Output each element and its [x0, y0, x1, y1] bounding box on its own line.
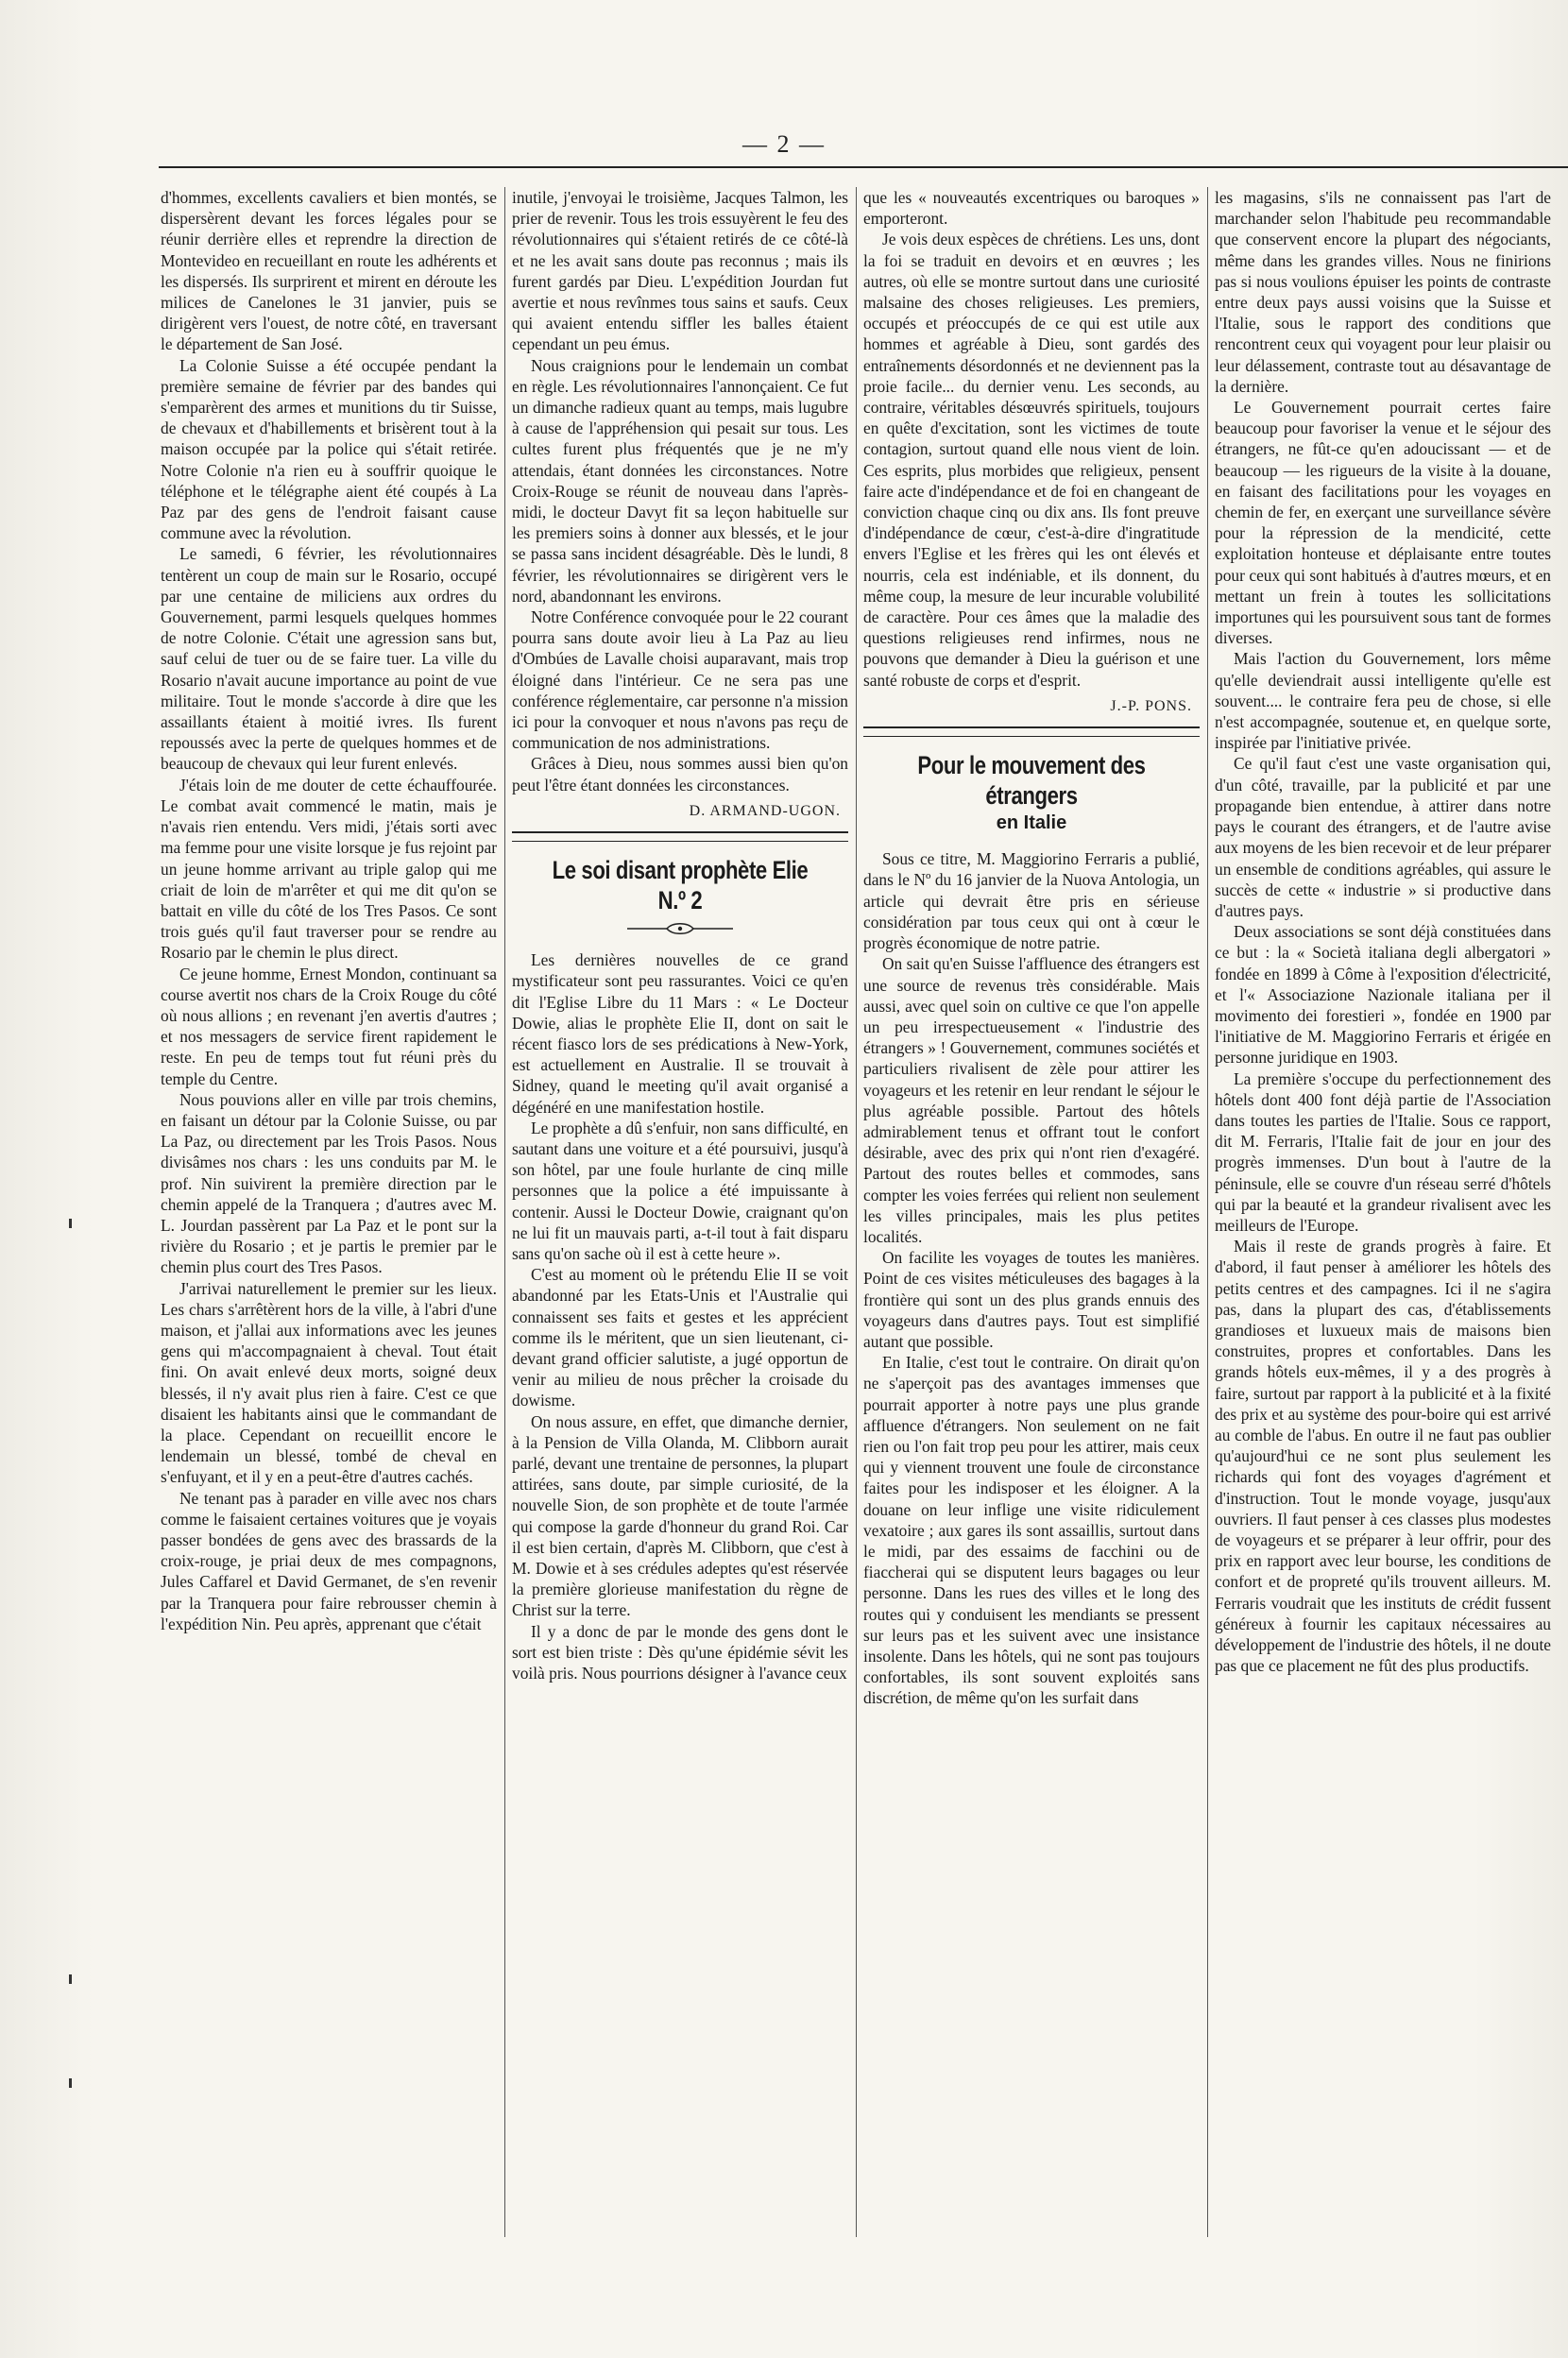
article-signature: J.-P. PONS. [1110, 697, 1192, 714]
column-1 [161, 187, 497, 2265]
paragraph: Notre Conférence convoquée pour le 22 courant pourra sans doute avoir lieu à La Paz au lieu d'Ombúes de Lavalle choisi auparavant, mais trop éloigné dans l'intérieur. Ce ne sera pas une conférence réglementaire, car personne n'a mission ici pour la convoquer et nous n'avons pas reçu de communication de nos administrations. [512, 607, 848, 753]
section-rule [863, 736, 1200, 737]
paragraph: Il y a donc de par le monde des gens dont le sort est bien triste : Dès qu'une épidémie sévit les voilà pris. Nous pourrions désigner à l'avance ceux [512, 1621, 848, 1683]
header-rule [159, 166, 1568, 168]
paragraph: inutile, j'envoyai le troisième, Jacques Talmon, les prier de revenir. Tous les trois essuyèrent le feu des révolutionnaires qui s'étaient retirés de ce côté-là et ne les avait sans doute pas reconnus ; mais ils furent gardés par Dieu. L'expédition Jourdan fut avertie et nous revînmes tous sains et saufs. Ceux qui avaient entendu siffler les balles étaient cependant un peu émus. [512, 188, 848, 354]
paragraph: J'étais loin de me douter de cette échauffourée. Le combat avait commencé le matin, mais je n'avais rien entendu. Vers midi, j'étais sorti avec ma femme pour une visite lorsque je fus rejoint par un jeune homme arrivant au triple galop qui me criait de loin de m'arrêter et qui me dit qu'on se battait en ville du côté de los Tres Pasos. Ce sont trois gués qu'il faut traverser pour se rendre au Rosario par le chemin le plus direct. [161, 775, 497, 963]
paragraph: Ce qu'il faut c'est une vaste organisation qui, d'un côté, travaille, par la publicité et par une propagande bien entendue, à attirer dans notre pays le courant des étrangers, et de l'autre avise aux moyens de les bien recevoir et de leur préparer un ensemble de conditions agréables, qui assure le succès de cette « industrie » si productive dans d'autres pays. [1215, 754, 1551, 920]
paragraph: Nous craignions pour le lendemain un combat en règle. Les révolutionnaires l'annonçaient. Ce fut un dimanche radieux quant au temps, mais lugubre à cause de l'appréhension qui pesait sur tous. Les cultes furent plus fréquentés que je ne m'y attendais, étant données les circonstances. Notre Croix-Rouge se réunit de nouveau dans l'après-midi, le docteur Davyt fit sa leçon habituelle sur les premiers soins à donner aux blessés, et le jour se passa sans incident désagréable. Dès le lundi, 8 février, les révolutionnaires se dirigèrent vers le nord, abandonnant les environs. [512, 355, 848, 606]
article-headline: Le soi disant prophète Elie N.º 2 [552, 856, 809, 915]
margin-mark [69, 1974, 72, 1984]
column-divider [504, 187, 505, 2237]
section-rule [863, 726, 1200, 728]
article-headline: Pour le mouvement des étrangers [917, 751, 1146, 811]
paragraph: C'est au moment où le prétendu Elie II se voit abandonné par les Etats-Unis et l'Australie qui connaissent ses faits et gestes et les apprécient comme ils le méritent, que un sien lieutenant, ci-devant grand officier salutiste, a jugé opportun de venir au milieu de nous prêcher la croisade du dowisme. [512, 1265, 848, 1410]
article-subheadline: en Italie [996, 812, 1067, 834]
paragraph: On nous assure, en effet, que dimanche dernier, à la Pension de Villa Olanda, M. Clibborn aurait parlé, devant une trentaine de personnes, la plupart attirées, sans doute, par simple curiosité, de la nouvelle Sion, de son prophète et de toute l'armée qui compose la garde d'honneur du grand Roi. Car il est bien certain, d'après M. Clibborn, que c'est à M. Dowie et à ses crédules adeptes qu'est réservée la première glorieuse manifestation du règne de Christ sur la terre. [512, 1411, 848, 1620]
paragraph: les magasins, s'ils ne connaissent pas l'art de marchander selon l'habitude peu recommandable que conservent encore la plupart des négociants, même dans les grandes villes. Nous ne finirions pas si nous voulions épuiser les points de contraste entre deux pays aussi voisins que la Suisse et l'Italie, sous le rapport des conditions que rencontrent ceux qui voyagent pour leur plaisir ou leur délassement, contraste tout au désavantage de la dernière. [1215, 188, 1551, 396]
paragraph: Nous pouvions aller en ville par trois chemins, en faisant un détour par la Colonie Suisse, ou par La Paz, ou directement par les Trois Pasos. Nous divisâmes nos chars : les uns conduits par M. le prof. Nin suivirent la première direction par le chemin appelé de la Tranquera ; d'autres avec M. L. Jourdan passèrent par La Paz et le pont sur la rivière du Rosario ; et je partis le premier par le chemin plus court des Tres Pasos. [161, 1089, 497, 1277]
margin-mark [69, 2078, 72, 2088]
paragraph: Ne tenant pas à parader en ville avec nos chars comme le faisaient certaines voitures que je voyais passer bondées de gens avec des brassards de la croix-rouge, je priai deux de mes compagnons, Jules Caffarel et David Germanet, de s'en revenir par la Tranquera pour faire rebrousser chemin à l'expédition Nin. Peu après, apprenant que c'était [161, 1488, 497, 1633]
paragraph: La première s'occupe du perfectionnement des hôtels dont 400 font déjà partie de l'Association dans toutes les parties de l'Italie. Sous ce rapport, dit M. Ferraris, l'Italie fait de jour en jour des progrès immenses. D'un bout à l'autre de la péninsule, elle se couvre d'un réseau serré d'hôtels qui par la beauté et la grandeur rivalisent avec les meilleurs de l'Europe. [1215, 1068, 1551, 1235]
paragraph: Le prophète a dû s'enfuir, non sans difficulté, en sautant dans une voiture et a été poursuivi, jusqu'à son hôtel, par une foule hurlante de cinq mille personnes que la police a été impuissante à contenir. Aussi le Docteur Dowie, craignant qu'on ne lui fit un mauvais parti, a-t-il tout à fait disparu sans qu'on sache où il est à cette heure ». [512, 1118, 848, 1263]
section-rule [512, 831, 848, 833]
article-signature: D. ARMAND-UGON. [689, 802, 841, 819]
paragraph: La Colonie Suisse a été occupée pendant la première semaine de février par des bandes qui s'emparèrent des armes et munitions du tir Suisse, de chevaux et d'habillements et brisèrent tout à la maison occupée par la police qui s'était retirée. Notre Colonie n'a rien eu à souffrir quoique le téléphone et le télégraphe aient été coupés à La Paz par des gens de l'endroit faisant cause commune avec la révolution. [161, 355, 497, 543]
paragraph: On sait qu'en Suisse l'affluence des étrangers est une source de revenus très considérable. Mais aussi, avec quel soin on cultive ce que l'on appelle un peu irrespectueusement « l'industrie des étrangers » ! Gouvernement, communes sociétés et particuliers rivalisent de zèle pour attirer les voyageurs et les retenir en leur rendant le séjour le plus agréable possible. Partout des hôtels admirablement tenus et offrant tout le confort désirable, avec des prix qui n'ont rien d'exagéré. Partout des routes belles et commodes, sans compter les voies ferrées qui relient non seulement les villes principales, mais les plus petites localités. [863, 954, 1200, 1246]
column-2 [512, 187, 848, 2265]
column-divider [1207, 187, 1208, 2237]
paragraph: que les « nouveautés excentriques ou baroques » emporteront. [863, 188, 1200, 229]
paragraph: En Italie, c'est tout le contraire. On dirait qu'on ne s'aperçoit pas des avantages immenses que pourrait apporter à notre pays une plus grande affluence d'étrangers. Non seulement on ne fait rien ou l'on fait trop peu pour les attirer, mais ceux qui y viennent trouvent une foule de circonstance faites pour les indisposer et les éloigner. A la douane on leur inflige une visite ridiculement vexatoire ; aux gares ils sont assaillis, surtout dans le midi, par des essaims de facchini ou de fiaccherai qui se disputent leurs bagages ou leur personne. Dans les rues des villes et le long des routes qui y conduisent les mendiants se pressent sur leurs pas et les suivent avec une insistance insolente. Dans les hôtels, qui ne sont pas toujours confortables, ils sont souvent exploités sans discrétion, de même qu'on les surfait dans [863, 1353, 1200, 1708]
column-divider [856, 187, 857, 2237]
page-number: — 2 — [742, 130, 826, 158]
paragraph: Les dernières nouvelles de ce grand mystificateur sont peu rassurantes. Voici ce qu'en dit l'Eglise Libre du 11 Mars : « Le Docteur Dowie, alias le prophète Elie II, dont on sait le récent fiasco lors de ses prédications à New-York, est actuellement en Australie. Il se trouvait à Sidney, quand le meeting qu'il avait organisé a dégénéré en une manifestation hostile. [512, 950, 848, 1117]
paragraph: Ce jeune homme, Ernest Mondon, continuant sa course avertit nos chars de la Croix Rouge du côté où nous allions ; en revenant j'en avertis d'autres ; et nos messagers de service firent rapidement le reste. En peu de temps tout fut réuni près du temple du Centre. [161, 964, 497, 1088]
paragraph: Je vois deux espèces de chrétiens. Les uns, dont la foi se traduit en devoirs et en œuvres ; les autres, où elle se montre surtout dans une curiosité malsaine des choses religieuses. Les premiers, occupés et préoccupés de ce qui est utile aux hommes et agréable à Dieu, sont gardés des entraînements désordonnés et ne deviennent pas la proie facile... du dernier venu. Les seconds, au contraire, véritables désœuvrés spirituels, toujours en quête d'excitation, sont les victimes de toute contagion, surtout quand elle nous vient de loin. Ces esprits, plus morbides que religieux, pensent faire acte d'indépendance et de foi en changeant de conviction chaque cinq ou dix ans. Ils font preuve d'indépendance de cœur, c'est-à-dire d'ingratitude envers l'Eglise et les frères qui les ont élevés et nourris, cela est indéniable, et ils donnent, du même coup, la mesure de leur incurable volubilité de caractère. Pour ces âmes que la maladie des questions religieuses rend infirmes, nous ne pouvons que demander à Dieu la guérison et une santé robuste de corps et d'esprit. [863, 230, 1200, 690]
paragraph: J'arrivai naturellement le premier sur les lieux. Les chars s'arrêtèrent hors de la ville, à l'abri d'une maison, et j'allai aux informations avec les jeunes gens qui m'accompagnaient à cheval. Tout était fini. On avait enlevé deux morts, soigné deux blessés, il n'y avait plus rien à faire. C'est ce que disaient les habitants ainsi que le commandant de la place. Cependant on recueillit encore le lendemain un blessé, tombé de cheval en s'enfuyant, et il y en a peut-être d'autres cachés. [161, 1278, 497, 1487]
column-3 [863, 187, 1200, 2265]
paragraph: On facilite les voyages de toutes les manières. Point de ces visites méticuleuses des bagages à la frontière qui sont un des plus grands ennuis des voyageurs dans d'autres pays. Tout est simplifié autant que possible. [863, 1248, 1200, 1351]
margin-mark [69, 1219, 72, 1228]
paragraph: Le Gouvernement pourrait certes faire beaucoup pour favoriser la venue et le séjour des étrangers, ne fût-ce qu'en adoucissant — et de beaucoup — les rigueurs de la visite à la douane, en faisant des facilitations pour les voyages en chemin de fer, en exerçant une surveillance sévère pour la répression de la mendicité, cette exploitation honteuse et déplaisante entre toutes pour ceux qui sont habitués à d'autres mœurs, et en mettant un frein à toutes les sollicitations importunes qui les poursuivent sous tant de formes diverses. [1215, 398, 1551, 648]
paragraph: Deux associations se sont déjà constituées dans ce but : la « Società italiana degli albergatori » fondée en 1899 à Côme à l'exposition d'électricité, et l'« Associazione Nazionale italiana per il movimento dei forestieri », fondée en 1900 par l'initiative de M. Maggiorino Ferraris et érigée en personne juridique en 1903. [1215, 922, 1551, 1068]
paragraph: Le samedi, 6 février, les révolutionnaires tentèrent un coup de main sur le Rosario, occupé par une centaine de miliciens aux ordres du Gouvernement, parmi lesquels quelques hommes de notre Colonie. C'était une agression sans but, sauf celui de tuer ou de se faire tuer. La ville du Rosario n'avait aucune importance au point de vue militaire. Tout le monde s'accorde à dire que les assaillants étaient à moitié ivres. Ils furent repoussés avec la perte de quelques hommes et de beaucoup de chevaux qui leur furent enlevés. [161, 544, 497, 774]
paragraph: Mais l'action du Gouvernement, lors même qu'elle deviendrait aussi intelligente qu'elle est souvent.... le contraire fera peu de chose, si elle n'est accompagnée, soutenue et, en quelque sorte, inspirée par l'initiative privée. [1215, 649, 1551, 753]
column-4 [1215, 187, 1551, 2265]
paragraph: Sous ce titre, M. Maggiorino Ferraris a publié, dans le Nº du 16 janvier de la Nuova Antologia, un article qui devrait être pris en sérieuse considération par tous ceux qui ont à cœur le progrès économique de notre patrie. [863, 849, 1200, 953]
paragraph: d'hommes, excellents cavaliers et bien montés, se dispersèrent devant les forces légales pour se réunir derrière elles et reprendre la direction de Montevideo en recueillant en route les adhérents et les dispersés. Ils surprirent et mirent en déroute les milices de Canelones le 31 janvier, puis se dirigèrent vers l'ouest, de notre côté, en traversant le département de San José. [161, 188, 497, 354]
ornament-divider-icon [623, 921, 737, 936]
paragraph: Mais il reste de grands progrès à faire. Et d'abord, il faut penser à améliorer les hôtels des petits centres et des campagnes. Ici il ne s'agira pas, dans la plupart des cas, d'établissements grandioses et luxueux mais de maisons bien construites, propres et confortables. Dans les grands hôtels eux-mêmes, il y a des progrès à faire, surtout par rapport à la publicité et à la fixité des prix et au système des pour-boire qui est arrivé au comble de l'abus. En outre il ne faut pas oublier qu'aujourd'hui ce ne sont plus seulement les richards qui font des voyages d'agrément et d'instruction. Tout le monde voyage, jusqu'aux ouvriers. Il faut penser à ces classes plus modestes de voyageurs et se préparer à leur offrir, pour des prix en rapport avec leur bourse, les conditions de confort et de propreté qu'ils trouvent ailleurs. M. Ferraris voudrait que les instituts de crédit fussent généreux à fournir les capitaux nécessaires au développement de l'industrie des hôtels, il ne doute pas que ce placement ne fût des plus productifs. [1215, 1237, 1551, 1676]
paragraph: Grâces à Dieu, nous sommes aussi bien qu'on peut l'être étant données les circonstances. [512, 754, 848, 795]
section-rule [512, 841, 848, 842]
